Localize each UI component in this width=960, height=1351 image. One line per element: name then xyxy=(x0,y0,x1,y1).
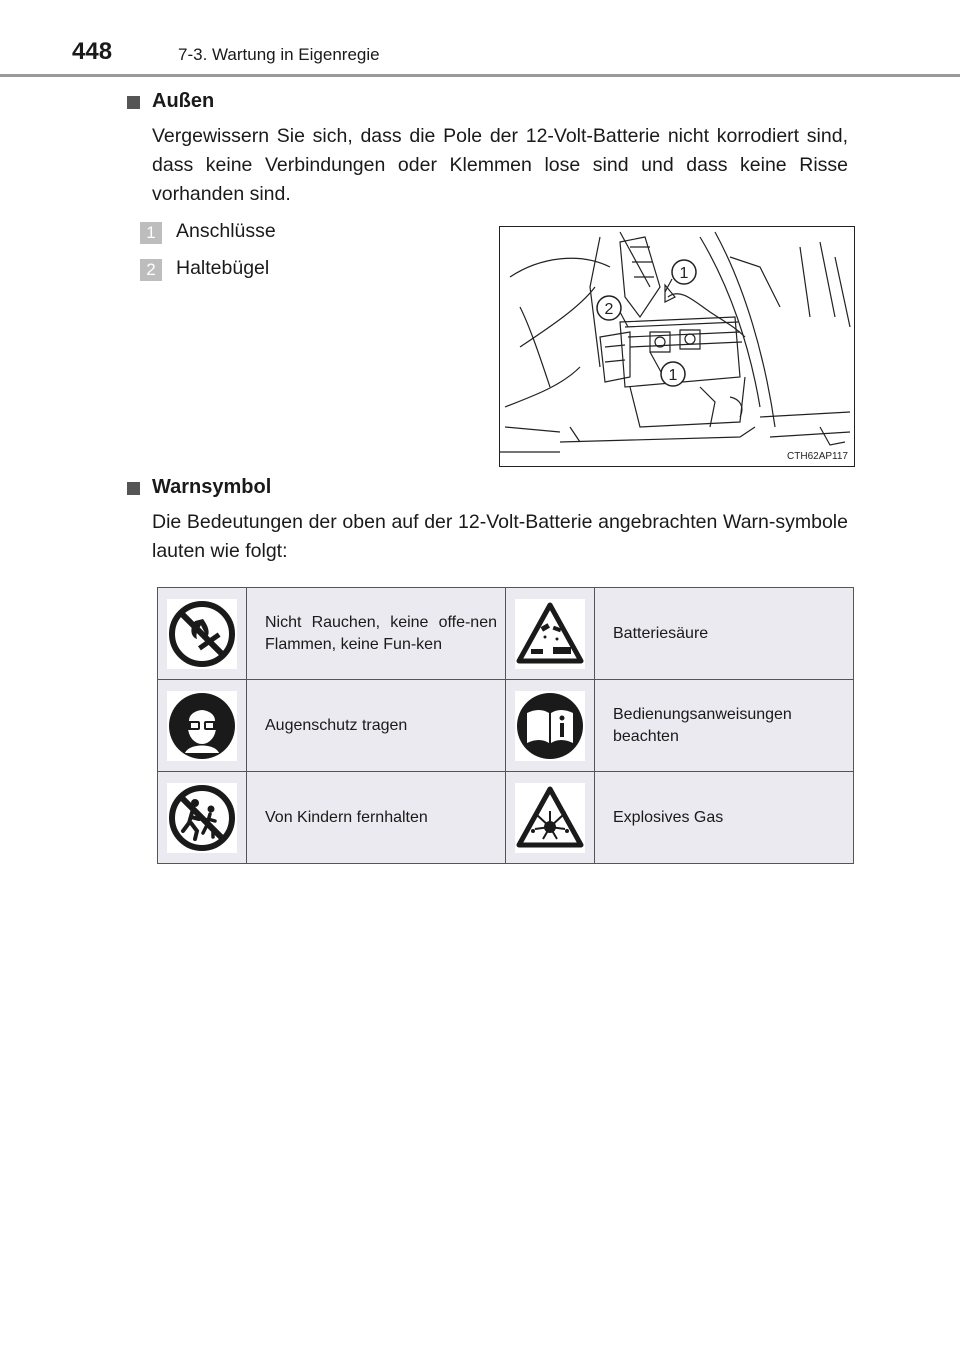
table-row xyxy=(158,772,854,864)
battery-illustration xyxy=(499,226,855,467)
warning-label: Nicht Rauchen, keine offe-nen Flammen, keine Fun-ken xyxy=(247,588,506,680)
warnings-heading: Warnsymbol xyxy=(152,476,272,498)
marker-2: 2 xyxy=(604,301,614,318)
explosive-gas-icon xyxy=(515,783,585,853)
warning-label: Explosives Gas xyxy=(595,772,854,864)
table-row xyxy=(158,588,854,680)
read-manual-icon xyxy=(515,691,585,761)
figure-markers xyxy=(597,260,696,386)
outside-heading: Außen xyxy=(152,90,215,112)
section-title: 7-3. Wartung in Eigenregie xyxy=(178,45,380,64)
battery-line-drawing xyxy=(500,227,854,466)
page-header xyxy=(0,0,960,78)
figure-caption: CTH62AP117 xyxy=(787,451,848,462)
warning-label: Bedienungsanweisungen beachten xyxy=(595,680,854,772)
no-smoking-no-flames-icon xyxy=(167,599,237,669)
warning-label: Von Kindern fernhalten xyxy=(247,772,506,864)
header-divider xyxy=(0,74,960,77)
callout-label: Haltebügel xyxy=(176,257,270,279)
table-row xyxy=(158,680,854,772)
bullet-square-icon xyxy=(127,96,140,109)
callout-label: Anschlüsse xyxy=(176,220,276,242)
bullet-square-icon xyxy=(127,482,140,495)
warning-symbols-table xyxy=(157,587,854,864)
eye-protection-icon xyxy=(167,691,237,761)
marker-1-top: 1 xyxy=(679,265,689,282)
keep-away-from-children-icon xyxy=(167,783,237,853)
outside-paragraph: Vergewissern Sie sich, dass die Pole der 12-Volt-Batterie nicht korrodiert sind, dass keine Verbindungen oder Klemmen lose sind und dass keine Risse vorhanden sind. xyxy=(152,125,848,205)
warning-label: Augenschutz tragen xyxy=(247,680,506,772)
warning-label: Batteriesäure xyxy=(595,588,854,680)
battery-acid-icon xyxy=(515,599,585,669)
marker-1-bottom: 1 xyxy=(668,367,678,384)
callout-number: 1 xyxy=(140,222,162,244)
page-number: 448 xyxy=(72,38,113,65)
warnings-paragraph: Die Bedeutungen der oben auf der 12-Volt-Batterie angebrachten Warn-symbole lauten wie folgt: xyxy=(152,511,848,562)
callout-number: 2 xyxy=(140,259,162,281)
